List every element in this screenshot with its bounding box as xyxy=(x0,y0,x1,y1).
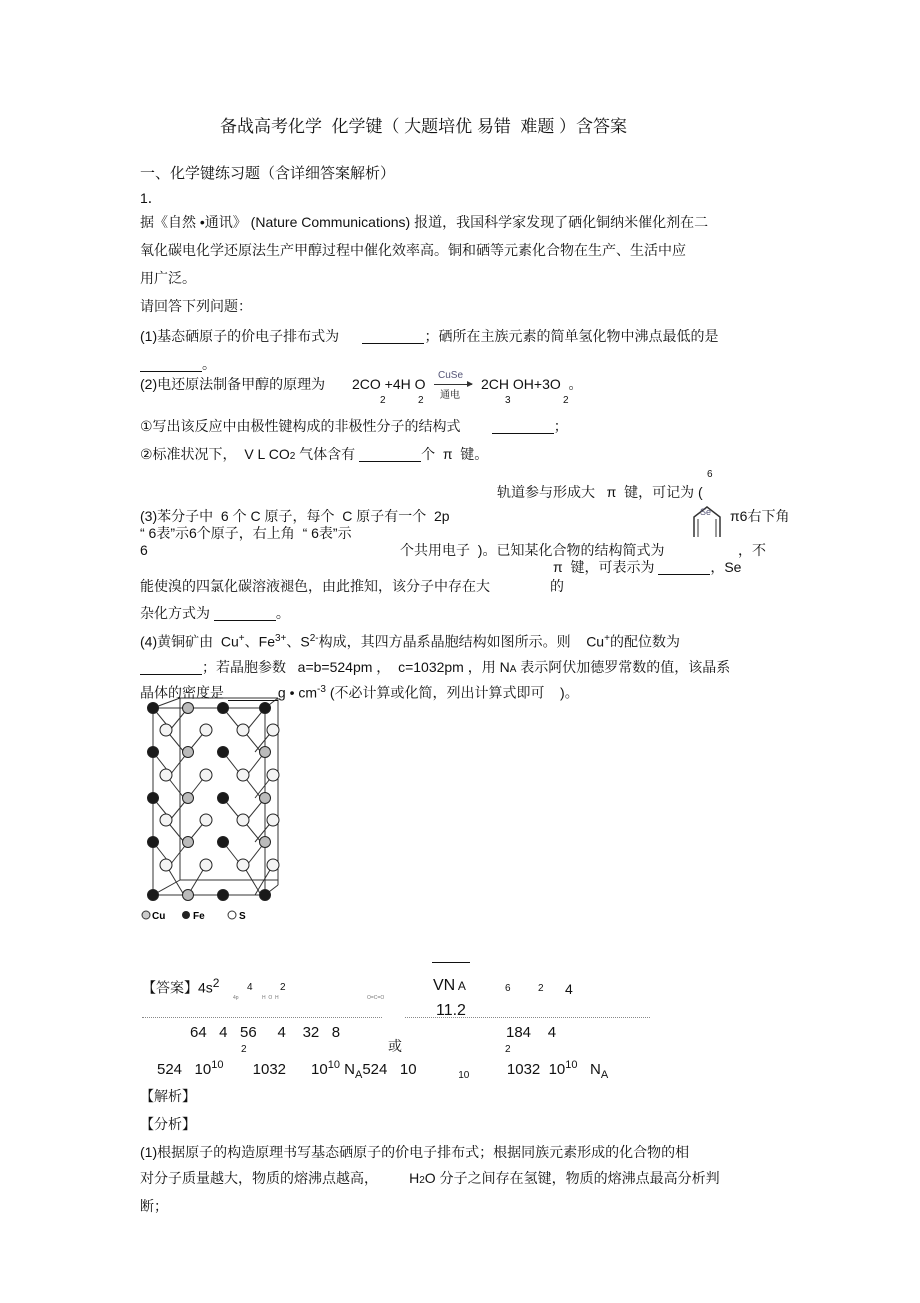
atom-cu xyxy=(183,837,194,848)
legend-cu: Cu xyxy=(152,911,166,922)
atom-fe xyxy=(148,837,159,848)
q2-sub2: ②标准状况下， V L CO2 气体含有 个 π 键。 xyxy=(140,446,489,462)
numerator: 184 4 xyxy=(506,1024,557,1041)
q1-line: (1)基态硒原子的价电子排布式为 ；硒所在主族元素的简单氢化物中沸点最低的是 xyxy=(140,328,719,344)
figure-legend xyxy=(142,911,246,922)
answer-blank xyxy=(362,329,424,344)
atom-s xyxy=(200,724,212,736)
catalyst: CuSe xyxy=(438,370,464,381)
q2-sub1: ①写出该反应中由极性键构成的非极性分子的结构式 ； xyxy=(140,418,568,434)
ring-label: Se xyxy=(700,507,712,517)
fraction-line xyxy=(142,1017,382,1018)
atom-s xyxy=(267,859,279,871)
or-text: 或 xyxy=(388,1038,402,1054)
atom-fe xyxy=(218,703,229,714)
fenxi-label: 【分析】 xyxy=(140,1116,196,1132)
ring-structure-icon xyxy=(688,503,726,539)
answer-blank xyxy=(359,447,421,462)
atom-cu xyxy=(183,703,194,714)
answer-part: 4 xyxy=(565,981,573,997)
atom-s xyxy=(160,859,172,871)
atom-fe xyxy=(218,837,229,848)
analysis-line: 对分子质量越大，物质的熔沸点越高， H2O 分子之间存在氢键，物质的熔沸点最高分析判 xyxy=(140,1170,720,1186)
q3-text: 能使溴的四氯化碳溶液褪色，由此推知，该分子中存在大 xyxy=(140,578,490,594)
intro-line: 氧化碳电化学还原法生产甲醇过程中催化效率高。铜和硒等元素化合物在生产、生活中应 xyxy=(140,242,686,258)
q4-text: ；若晶胞参数 a=b=524pm ， c=1032pm ，用 NA 表示阿伏加德罗常数的值，该晶系 xyxy=(140,659,730,675)
answer-blank xyxy=(228,686,278,701)
atom-s xyxy=(237,814,249,826)
answer-part: 4 xyxy=(247,982,253,993)
atom-fe xyxy=(218,890,229,901)
answer-part: 4p xyxy=(233,995,239,1001)
atom-s xyxy=(237,724,249,736)
legend-s: S xyxy=(239,911,246,922)
page-title: 备战高考化学 化学键（ 大题培优 易错 难题 ）含答案 xyxy=(220,117,628,136)
q1-line2: 。 xyxy=(140,356,216,372)
answer-part: 6 xyxy=(505,983,511,994)
prompt: 请回答下列问题： xyxy=(140,298,252,314)
answer-part: 2 xyxy=(280,982,286,993)
atom-s xyxy=(267,814,279,826)
atom-cu xyxy=(260,837,271,848)
section-heading: 一、化学键练习题（含详细答案解析） xyxy=(140,165,396,182)
answer-part: VN A xyxy=(433,977,466,994)
atom-cu xyxy=(183,890,194,901)
atom-s xyxy=(160,724,172,736)
atom-fe xyxy=(148,703,159,714)
atom-cu xyxy=(183,793,194,804)
crystal-cell-figure xyxy=(138,690,288,932)
answer-blank xyxy=(658,560,710,575)
answer-part: 11.2 xyxy=(436,1002,466,1019)
analysis-line: 断； xyxy=(140,1198,168,1214)
atom-s xyxy=(267,724,279,736)
atom-cu xyxy=(260,793,271,804)
q3-text: 轨道参与形成大 π 键，可记为 ( xyxy=(497,484,703,500)
atom-s xyxy=(237,769,249,781)
q3-text: “ 6表”示6个原子，右上角 “ 6表”示 xyxy=(140,525,352,541)
subscript: 3 xyxy=(505,395,511,406)
answer-label: 【答案】$4s^2$ xyxy=(142,976,220,996)
q3-text: 6 xyxy=(140,542,148,558)
atom-fe xyxy=(260,890,271,901)
intro-line: 用广泛。 xyxy=(140,270,196,286)
subscript: 2 xyxy=(380,395,386,406)
answer-blank xyxy=(492,419,554,434)
atom-cu xyxy=(260,747,271,758)
intro-line: 据《自然 •通讯》 (Nature Communications) 报道，我国科学家发现了硒化铜纳米催化剂在二 xyxy=(140,214,709,230)
atom-fe xyxy=(218,747,229,758)
q2-line: (2)电还原法制备甲醇的原理为 xyxy=(140,376,326,392)
atom-s xyxy=(160,769,172,781)
legend-fe: Fe xyxy=(193,911,205,922)
equation-left: 2CO +4H O xyxy=(352,376,426,392)
numerator: 64 4 56 4 32 8 xyxy=(190,1024,341,1041)
atom-fe xyxy=(260,703,271,714)
answer-blank xyxy=(214,606,276,621)
atom-fe xyxy=(148,793,159,804)
superscript: 6 xyxy=(707,469,713,480)
analysis-label: 【解析】 xyxy=(140,1088,196,1104)
answer-part: H O H xyxy=(262,995,279,1001)
q3-text: 杂化方式为 。 xyxy=(140,605,290,621)
atom-fe xyxy=(218,793,229,804)
analysis-line: (1)根据原子的构造原理书写基态硒原子的价电子排布式；根据同族元素形成的化合物的相 xyxy=(140,1144,690,1160)
condition: 通电 xyxy=(440,390,460,401)
subscript: 2 xyxy=(505,1044,511,1055)
q4-text: (4)黄铜矿由 Cu+、$Fe^{3+}$、$S^{2-}$构成，其四方晶系晶胞结构如图所示。则 Cu+的配位数为 xyxy=(140,633,680,650)
fraction-line xyxy=(405,1017,650,1018)
answer-part: 2 xyxy=(538,983,544,994)
atom-cu xyxy=(183,747,194,758)
answer-blank xyxy=(140,660,202,675)
atom-s xyxy=(200,814,212,826)
subscript: 2 xyxy=(241,1044,247,1055)
q4-text: 晶体的密度是 g • $cm^{-3}$ (不必计算或化简，列出计算式即可 )。 xyxy=(140,684,579,701)
q3-text: 的 xyxy=(550,578,564,594)
atom-s xyxy=(160,814,172,826)
q3-text: (3)苯分子中 6 个 C 原子，每个 C 原子有一个 2p xyxy=(140,508,450,524)
fraction-bar xyxy=(432,962,470,963)
atom-s xyxy=(200,859,212,871)
question-number: 1． xyxy=(140,190,162,206)
atom-s xyxy=(267,769,279,781)
q3-text: ，不 xyxy=(738,542,766,558)
q3-text: π6右下角 xyxy=(730,508,790,524)
equation-right: 2CH OH+3O 。 xyxy=(481,376,583,392)
q3-text: 个共用电子 )。已知某化合物的结构简式为 xyxy=(400,542,665,558)
arrow-icon xyxy=(434,384,472,385)
subscript: 2 xyxy=(418,395,424,406)
answer-part: O=C=O xyxy=(367,995,385,1001)
atom-fe xyxy=(148,747,159,758)
subscript: 2 xyxy=(563,395,569,406)
denominator: 524 $10^{10}$ 1032 $10^{10}$ $N_A524$ 10 $_{10}$ 1032 $10^{10}$ $N_A$ xyxy=(157,1059,609,1081)
atom-s xyxy=(237,859,249,871)
atom-fe xyxy=(148,890,159,901)
answer-blank xyxy=(140,357,202,372)
atom-s xyxy=(200,769,212,781)
q3-text: π 键，可表示为 ，Se xyxy=(553,559,742,575)
